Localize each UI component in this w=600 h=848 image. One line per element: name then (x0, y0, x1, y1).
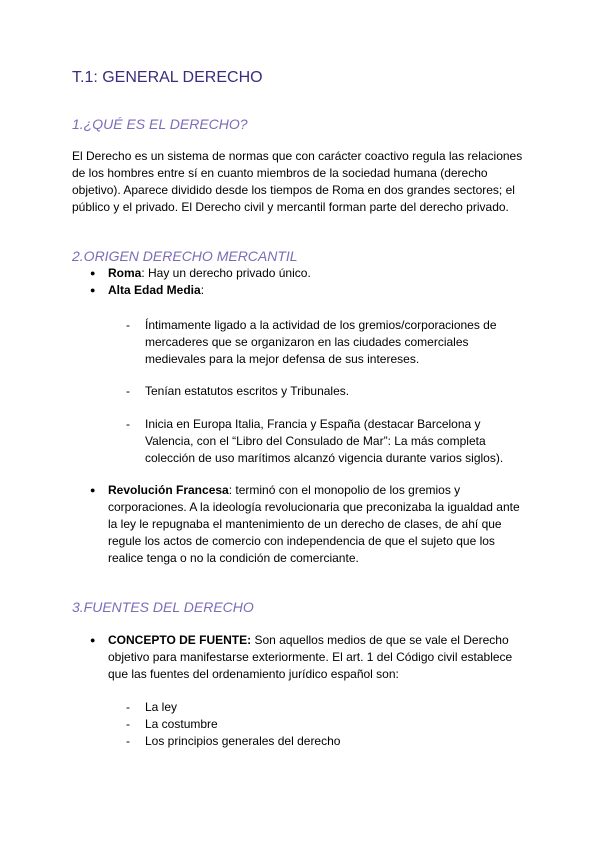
fuente-label: Los principios generales del derecho (145, 734, 341, 748)
definition-paragraph (72, 148, 532, 216)
paragraph-line: objetivo). Aparece dividido desde los tiempos de Roma en dos grandes sectores; el (72, 183, 515, 197)
paragraph-line: de los hombres entre sí en cuanto miembros de la sociedad humana (derecho (72, 166, 488, 180)
section-heading-fuentes: 3.FUENTES DEL DERECHO (72, 599, 254, 615)
fuente-label: La ley (145, 700, 178, 714)
sub-item-line: Inicia en Europa Italia, Francia y España (destacar Barcelona y (145, 417, 481, 431)
bullet-alta-edad-media (108, 282, 204, 299)
bullet-term: Alta Edad Media (108, 283, 201, 297)
sub-item-line: Tenían estatutos escritos y Tribunales. (145, 384, 350, 398)
bullet-concepto-fuente (108, 632, 512, 683)
bullet-line: objetivo para manifestarse exteriormente. El art. 1 del Código civil establece (108, 650, 513, 664)
bullet-term: CONCEPTO DE FUENTE: (108, 633, 252, 647)
bullet-text: : (200, 283, 205, 297)
bullet-term: Revolución Francesa (108, 483, 229, 497)
paragraph-line: público y el privado. El Derecho civil y mercantil forman parte del derecho privado. (72, 200, 509, 214)
bullet-text: Son aquellos medios de que se vale el Derecho (251, 633, 509, 647)
sub-item-gremios (145, 317, 497, 368)
bullet-text: : terminó con el monopolio de los gremios y (228, 483, 461, 497)
sub-item-line: mercaderes que se organizaron en las ciudades comerciales (145, 335, 469, 349)
section-heading-que-es: 1.¿QUÉ ES EL DERECHO? (72, 116, 248, 132)
bullet-line: regule los actos de comercio con independencia de que el sujeto que los (108, 534, 495, 548)
bullet-text: : Hay un derecho privado único. (141, 266, 311, 280)
bullet-line: que las fuentes del ordenamiento jurídico español son: (108, 667, 399, 681)
bullet-line: realice tenga o no la condición de comerciante. (108, 551, 359, 565)
bullet-line: la ley le repugnaba el mantenimiento de un derecho de clases, de ahí que (108, 517, 502, 531)
bullet-roma (108, 265, 311, 282)
sub-item-line: medievales para la mejor defensa de sus intereses. (145, 352, 420, 366)
sub-item-line: Valencia, con el “Libro del Consulado de Mar”: La más completa (145, 434, 486, 448)
sub-item-estatutos (145, 383, 349, 400)
bullet-revolucion-francesa (108, 482, 520, 567)
paragraph-line: El Derecho es un sistema de normas que con carácter coactivo regula las relaciones (72, 149, 523, 163)
bullet-line: corporaciones. A la ideología revolucionaria que preconizaba la igualdad ante (108, 500, 520, 514)
sub-item-europa (145, 416, 503, 467)
fuente-item-costumbre (145, 716, 218, 733)
sub-item-line: colección de uso marítimos alcanzó vigencia durante varios siglos). (145, 451, 504, 465)
fuente-item-principios (145, 733, 340, 750)
sub-item-line: Íntimamente ligado a la actividad de los gremios/corporaciones de (145, 318, 497, 332)
document-title: T.1: GENERAL DERECHO (72, 69, 263, 86)
bullet-term: Roma (108, 266, 142, 280)
fuente-item-ley (145, 699, 177, 716)
fuente-label: La costumbre (145, 717, 218, 731)
section-heading-origen: 2.ORIGEN DERECHO MERCANTIL (72, 248, 298, 264)
